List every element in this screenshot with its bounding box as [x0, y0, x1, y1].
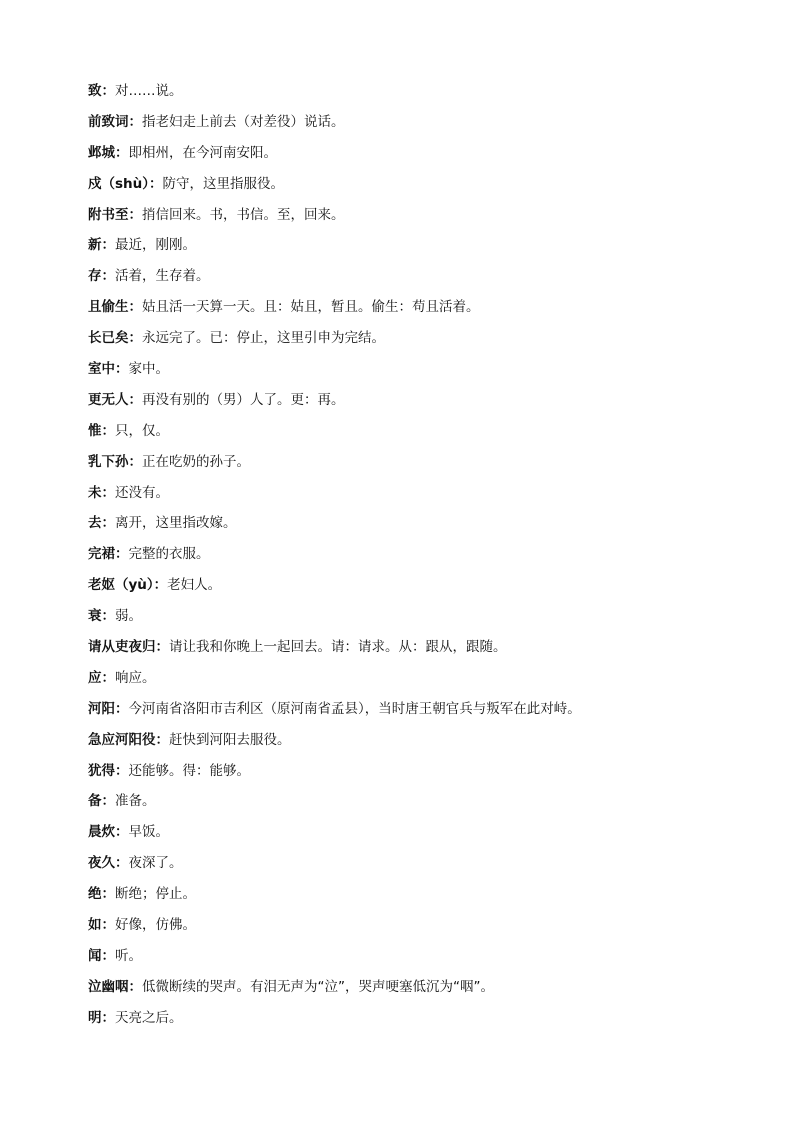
annotation-entry	[88, 543, 768, 574]
annotation-entry	[88, 265, 768, 296]
annotation-definition: 听。	[115, 947, 142, 964]
annotation-entry	[88, 790, 768, 821]
annotation-entry	[88, 914, 768, 945]
annotation-term: 更无人：	[88, 391, 142, 408]
annotation-term: 请从吏夜归：	[88, 639, 169, 656]
annotation-term: 致：	[88, 83, 115, 99]
annotation-term: 闻：	[88, 947, 115, 964]
annotation-definition: 老妇人。	[167, 577, 222, 594]
annotation-term: 应：	[88, 669, 115, 686]
annotation-entry	[88, 636, 768, 667]
annotation-term: 如：	[88, 917, 115, 934]
annotation-term: 邺城：	[88, 144, 129, 161]
annotation-entry	[88, 945, 768, 976]
annotation-entry	[88, 142, 768, 173]
annotation-term: 去：	[88, 515, 115, 532]
annotation-term: 完裙：	[88, 546, 129, 563]
annotation-definition: 完整的衣服。	[128, 546, 210, 563]
annotation-entry	[88, 821, 768, 852]
annotation-definition: 指老妇走上前去（对差役）说话。	[142, 113, 345, 130]
annotation-term: 急应河阳役：	[88, 731, 169, 748]
annotation-entry	[88, 852, 768, 883]
annotation-definition: 响应。	[115, 669, 156, 686]
annotation-entry	[88, 976, 768, 1007]
annotation-term: 老妪（yù）：	[88, 577, 168, 594]
annotation-definition: 天亮之后。	[115, 1009, 183, 1026]
annotation-term: 明：	[88, 1009, 115, 1026]
annotation-definition: 弱。	[115, 608, 142, 625]
annotation-definition: 早饭。	[128, 824, 169, 841]
annotation-entry	[88, 883, 768, 914]
annotation-entry	[88, 729, 768, 760]
annotation-definition: 低微断续的哭声。有泪无声为“泣”，哭声哽塞低沉为“咽”。	[142, 978, 494, 995]
annotation-entry	[88, 698, 768, 729]
annotation-definition: 再没有别的（男）人了。更：再。	[142, 391, 345, 408]
annotation-term: 新：	[88, 237, 115, 254]
annotation-entry	[88, 358, 768, 389]
annotation-term: 室中：	[88, 361, 129, 378]
annotation-definition: 只，仅。	[115, 422, 169, 439]
annotation-definition: 即相州，在今河南安阳。	[128, 144, 277, 161]
annotation-definition: 请让我和你晚上一起回去。请：请求。从：跟从，跟随。	[169, 639, 507, 656]
annotation-definition: 最近，刚刚。	[115, 237, 196, 254]
annotation-entry	[88, 389, 768, 420]
annotation-term: 前致词：	[88, 113, 142, 130]
annotation-definition: 姑且活一天算一天。且：姑且，暂且。偷生：苟且活着。	[142, 299, 480, 316]
annotation-definition: 离开，这里指改嫁。	[115, 515, 237, 532]
annotation-term: 泣幽咽：	[88, 978, 142, 995]
annotation-entry	[88, 451, 768, 482]
annotation-entry	[88, 234, 768, 265]
annotation-entry	[88, 760, 768, 791]
annotation-term: 存：	[88, 268, 115, 285]
annotation-term: 备：	[88, 793, 115, 810]
annotation-definition: 捎信回来。书，书信。至，回来。	[142, 206, 345, 223]
annotation-term: 未：	[88, 484, 115, 501]
annotation-entry	[88, 204, 768, 235]
annotation-list	[88, 80, 768, 1038]
annotation-definition: 准备。	[115, 793, 156, 810]
annotation-entry	[88, 482, 768, 513]
annotation-term: 附书至：	[88, 206, 142, 223]
annotation-entry	[88, 420, 768, 451]
annotation-term: 长已矣：	[88, 330, 142, 347]
annotation-definition: 永远完了。已：停止，这里引申为完结。	[142, 330, 385, 347]
annotation-definition: 防守，这里指服役。	[162, 175, 285, 192]
annotation-entry	[88, 111, 768, 142]
annotation-term: 戍（shù）：	[88, 175, 163, 192]
annotation-definition: 还没有。	[115, 484, 169, 501]
annotation-entry	[88, 173, 768, 204]
annotation-definition: 夜深了。	[128, 855, 183, 872]
annotation-definition: 今河南省洛阳市吉利区（原河南省孟县），当时唐王朝官兵与叛军在此对峙。	[128, 700, 581, 717]
annotation-term: 河阳：	[88, 700, 129, 717]
annotation-definition: 赶快到河阳去服役。	[169, 731, 291, 748]
annotation-entry	[88, 605, 768, 636]
annotation-entry	[88, 296, 768, 327]
annotation-entry	[88, 1007, 768, 1038]
annotation-definition: 对……说。	[115, 83, 183, 99]
annotation-term: 夜久：	[88, 855, 129, 872]
annotation-definition: 活着，生存着。	[115, 268, 210, 285]
annotation-entry	[88, 327, 768, 358]
annotation-definition: 好像，仿佛。	[115, 917, 196, 934]
annotation-definition: 还能够。得：能够。	[128, 762, 250, 779]
annotation-term: 绝：	[88, 886, 115, 903]
annotation-entry	[88, 80, 768, 111]
annotation-term: 惟：	[88, 422, 115, 439]
annotation-term: 晨炊：	[88, 824, 129, 841]
annotation-term: 且偷生：	[88, 299, 142, 316]
annotation-term: 乳下孙：	[88, 453, 142, 470]
annotation-entry	[88, 574, 768, 605]
annotation-term: 衰：	[88, 608, 115, 625]
annotation-definition: 正在吃奶的孙子。	[142, 453, 250, 470]
annotation-term: 犹得：	[88, 762, 129, 779]
annotation-entry	[88, 667, 768, 698]
annotation-entry	[88, 512, 768, 543]
annotation-definition: 断绝；停止。	[115, 886, 196, 903]
annotation-definition: 家中。	[128, 361, 169, 378]
